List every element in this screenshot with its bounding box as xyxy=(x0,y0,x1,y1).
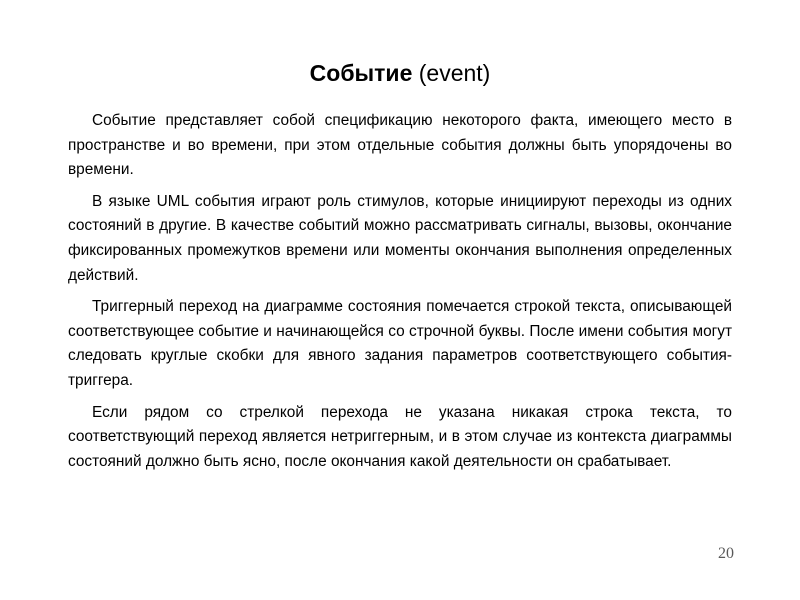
slide-title-main: Событие xyxy=(309,60,413,86)
slide-body xyxy=(68,109,732,474)
page-number: 20 xyxy=(718,545,734,562)
paragraph-non-trigger-transition: Если рядом со стрелкой перехода не указана никакая строка текста, то соответствующий переход является нетриггерным, и в этом случае из контекста диаграммы состояний должно быть ясно, после окончания какой деятельности он срабатывает. xyxy=(68,403,732,470)
paragraph-definition: Событие представляет собой спецификацию некоторого факта, имеющего место в пространстве и во времени, при этом отдельные события должны быть упорядочены во времени. xyxy=(68,112,732,179)
slide-title-subtitle: (event) xyxy=(418,60,491,86)
paragraph-uml-events: В языке UML события играют роль стимулов, которые инициируют переходы из одних состояний в другие. В качестве событий можно рассматривать сигналы, вызовы, окончание фиксированных промежутков времени или моменты окончания выполнения определенных действий. xyxy=(68,192,732,284)
paragraph-trigger-transition: Триггерный переход на диаграмме состояния помечается строкой текста, описывающей соответствующее событие и начинающейся со строчной буквы. После имени события могут следовать круглые скобки для явного задания параметров соответствующего события-триггера. xyxy=(68,298,732,389)
slide-title xyxy=(0,58,800,88)
